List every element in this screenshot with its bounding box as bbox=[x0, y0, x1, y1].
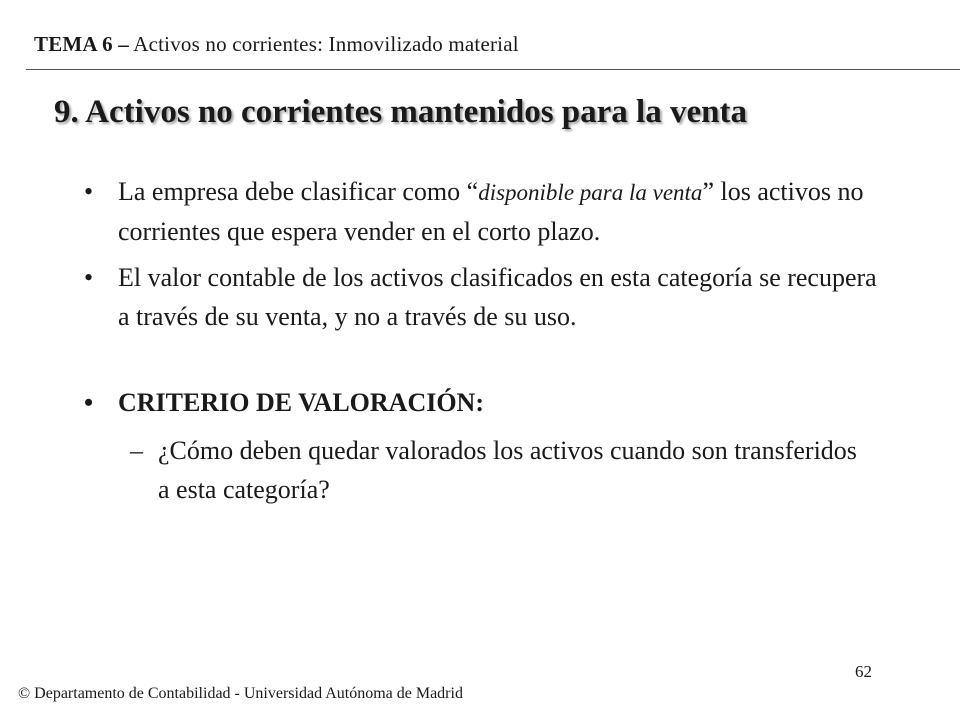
slide-header bbox=[34, 32, 519, 57]
bullet-item bbox=[84, 258, 884, 336]
bullet-text-end: ” los activos no corrientes que espera vender en el corto plazo. bbox=[118, 177, 864, 246]
footer-copyright: © Departamento de Contabilidad - Universidad Autónoma de Madrid bbox=[18, 685, 463, 702]
bullet-item bbox=[84, 383, 884, 422]
bullet-text bbox=[118, 172, 884, 251]
bullet-marker: • bbox=[84, 263, 94, 292]
topic-subject: Activos no corrientes: Inmovilizado material bbox=[133, 32, 519, 56]
section-heading: CRITERIO DE VALORACIÓN: bbox=[118, 388, 484, 417]
bullet-text: El valor contable de los activos clasificados en esta categoría se recupera a través de su venta, y no a través de su uso. bbox=[118, 263, 877, 331]
bullet-text-emphasis: disponible para la venta bbox=[478, 180, 703, 205]
slide-title: 9. Activos no corrientes mantenidos para la venta bbox=[54, 94, 747, 130]
page-number: 62 bbox=[855, 662, 872, 681]
sub-bullet-marker: – bbox=[130, 436, 143, 465]
sub-bullet-text: ¿Cómo deben quedar valorados los activos cuando son transferidos a esta categoría? bbox=[158, 436, 857, 504]
header-divider bbox=[26, 69, 960, 70]
bullet-marker: • bbox=[84, 177, 94, 206]
bullet-item bbox=[84, 172, 884, 251]
bullet-text-start: La empresa debe clasificar como “ bbox=[118, 177, 479, 206]
topic-number: TEMA 6 – bbox=[34, 32, 129, 56]
sub-bullet-item bbox=[130, 431, 870, 509]
bullet-marker: • bbox=[84, 388, 94, 417]
